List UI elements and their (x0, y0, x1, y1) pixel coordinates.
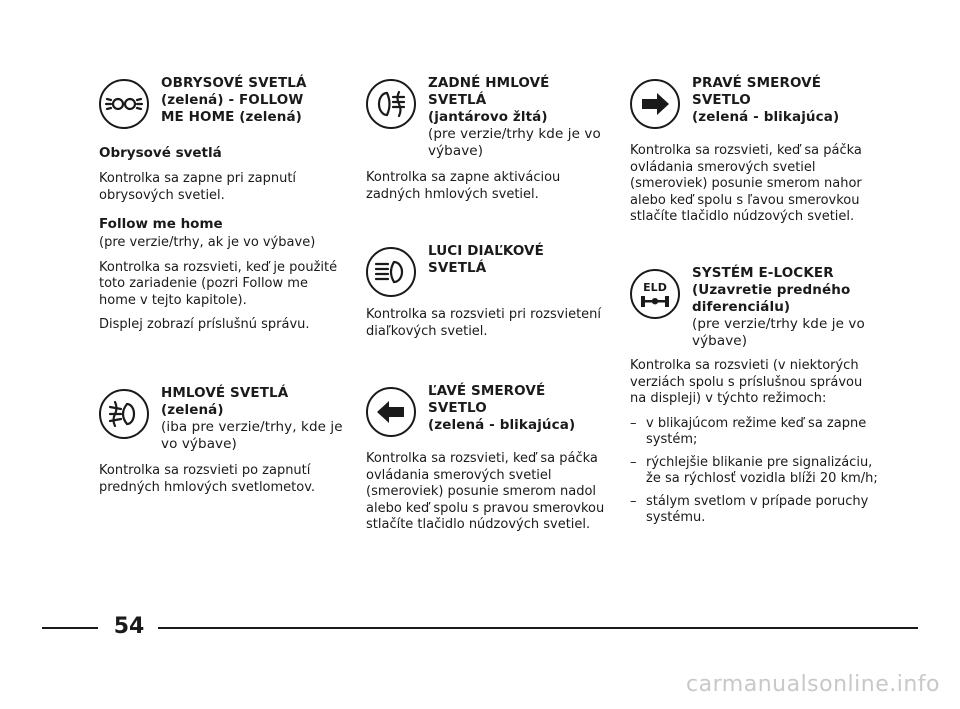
high-beam-title: LUCI DIAĽKOVÉ SVETLÁ (428, 243, 544, 276)
right-turn-text: Kontrolka sa rozsvieti, keď sa páčka ovládania smerových svetiel (smeroviek) posunie smerom nahor alebo keď spolu s ľavou smerovkou stlačíte tlačidlo núdzových svetiel. (630, 143, 862, 224)
sidelights-subheading: Obrysové svetlá (99, 145, 222, 161)
follow-me-home-text: Kontrolka sa rozsvieti, keď je použité toto zariadenie (pozri Follow me home v tejto kapitole). (99, 259, 338, 308)
high-beam-icon (366, 247, 416, 297)
display-message-text: Displej zobrazí príslušnú správu. (99, 317, 310, 332)
eld-icon-label: ELD (643, 281, 667, 294)
footer-rule-left (42, 627, 98, 629)
sidelights-icon (99, 79, 149, 129)
elocker-modes-list (630, 416, 878, 527)
footer-rule-right (158, 627, 918, 629)
list-item: – stálym svetlom v prípade poruchy systému. (630, 494, 878, 527)
page-number: 54 (113, 614, 145, 639)
left-turn-text: Kontrolka sa rozsvieti, keď sa páčka ovládania smerových svetiel (smeroviek) posunie smerom nadol alebo keď spolu s pravou smerovkou stlačíte tlačidlo núdzových svetiel. (366, 451, 605, 532)
watermark: carmanualsonline.info (686, 672, 940, 697)
rear-fog-section (366, 75, 614, 203)
fog-lights-text: Kontrolka sa rozsvieti po zapnutí predných hmlových svetlometov. (99, 463, 316, 495)
elocker-text: Kontrolka sa rozsvieti (v niektorých verziách spolu s príslušnou správou na displeji) v týchto režimoch: (630, 358, 863, 406)
fog-lights-section (99, 385, 347, 496)
follow-me-home-subheading: Follow me home (99, 216, 223, 232)
right-turn-section (630, 75, 878, 226)
rear-fog-text: Kontrolka sa zapne aktiváciou zadných hmlových svetiel. (366, 170, 561, 202)
left-arrow-icon (366, 387, 416, 437)
list-item: – v blikajúcom režime keď sa zapne systém; (630, 416, 878, 449)
left-turn-title: ĽAVÉ SMEROVÉ SVETLO (zelená - blikajúca) (428, 383, 576, 433)
elocker-title: SYSTÉM E-LOCKER (Uzavretie predného diferenciálu) (pre verzie/trhy kde je vo výbave) (692, 265, 865, 349)
elocker-section (630, 265, 878, 533)
left-turn-section (366, 383, 614, 534)
fog-lights-title: HMLOVÉ SVETLÁ (zelená) (iba pre verzie/trhy, kde je vo výbave) (161, 385, 343, 452)
follow-me-home-note: (pre verzie/trhy, ak je vo výbave) (99, 235, 316, 250)
rear-fog-light-icon (366, 79, 416, 129)
right-turn-title: PRAVÉ SMEROVÉ SVETLO (zelená - blikajúca) (692, 75, 840, 125)
eld-locker-icon (630, 269, 680, 319)
sidelights-section (99, 75, 347, 334)
rear-fog-title: ZADNÉ HMLOVÉ SVETLÁ (jantárovo žltá) (pre verzie/trhy kde je vo výbave) (428, 75, 601, 159)
right-arrow-icon (630, 79, 680, 129)
sidelights-text: Kontrolka sa zapne pri zapnutí obrysových svetiel. (99, 171, 297, 203)
sidelights-title: OBRYSOVÉ SVETLÁ (zelená) - FOLLOW ME HOME (zelená) (161, 75, 307, 125)
high-beam-text: Kontrolka sa rozsvieti pri rozsvietení diaľkových svetiel. (366, 307, 602, 339)
high-beam-section (366, 243, 614, 340)
front-fog-light-icon (99, 389, 149, 439)
list-item: – rýchlejšie blikanie pre signalizáciu, že sa rýchlosť vozidla blíži 20 km/h; (630, 455, 878, 488)
